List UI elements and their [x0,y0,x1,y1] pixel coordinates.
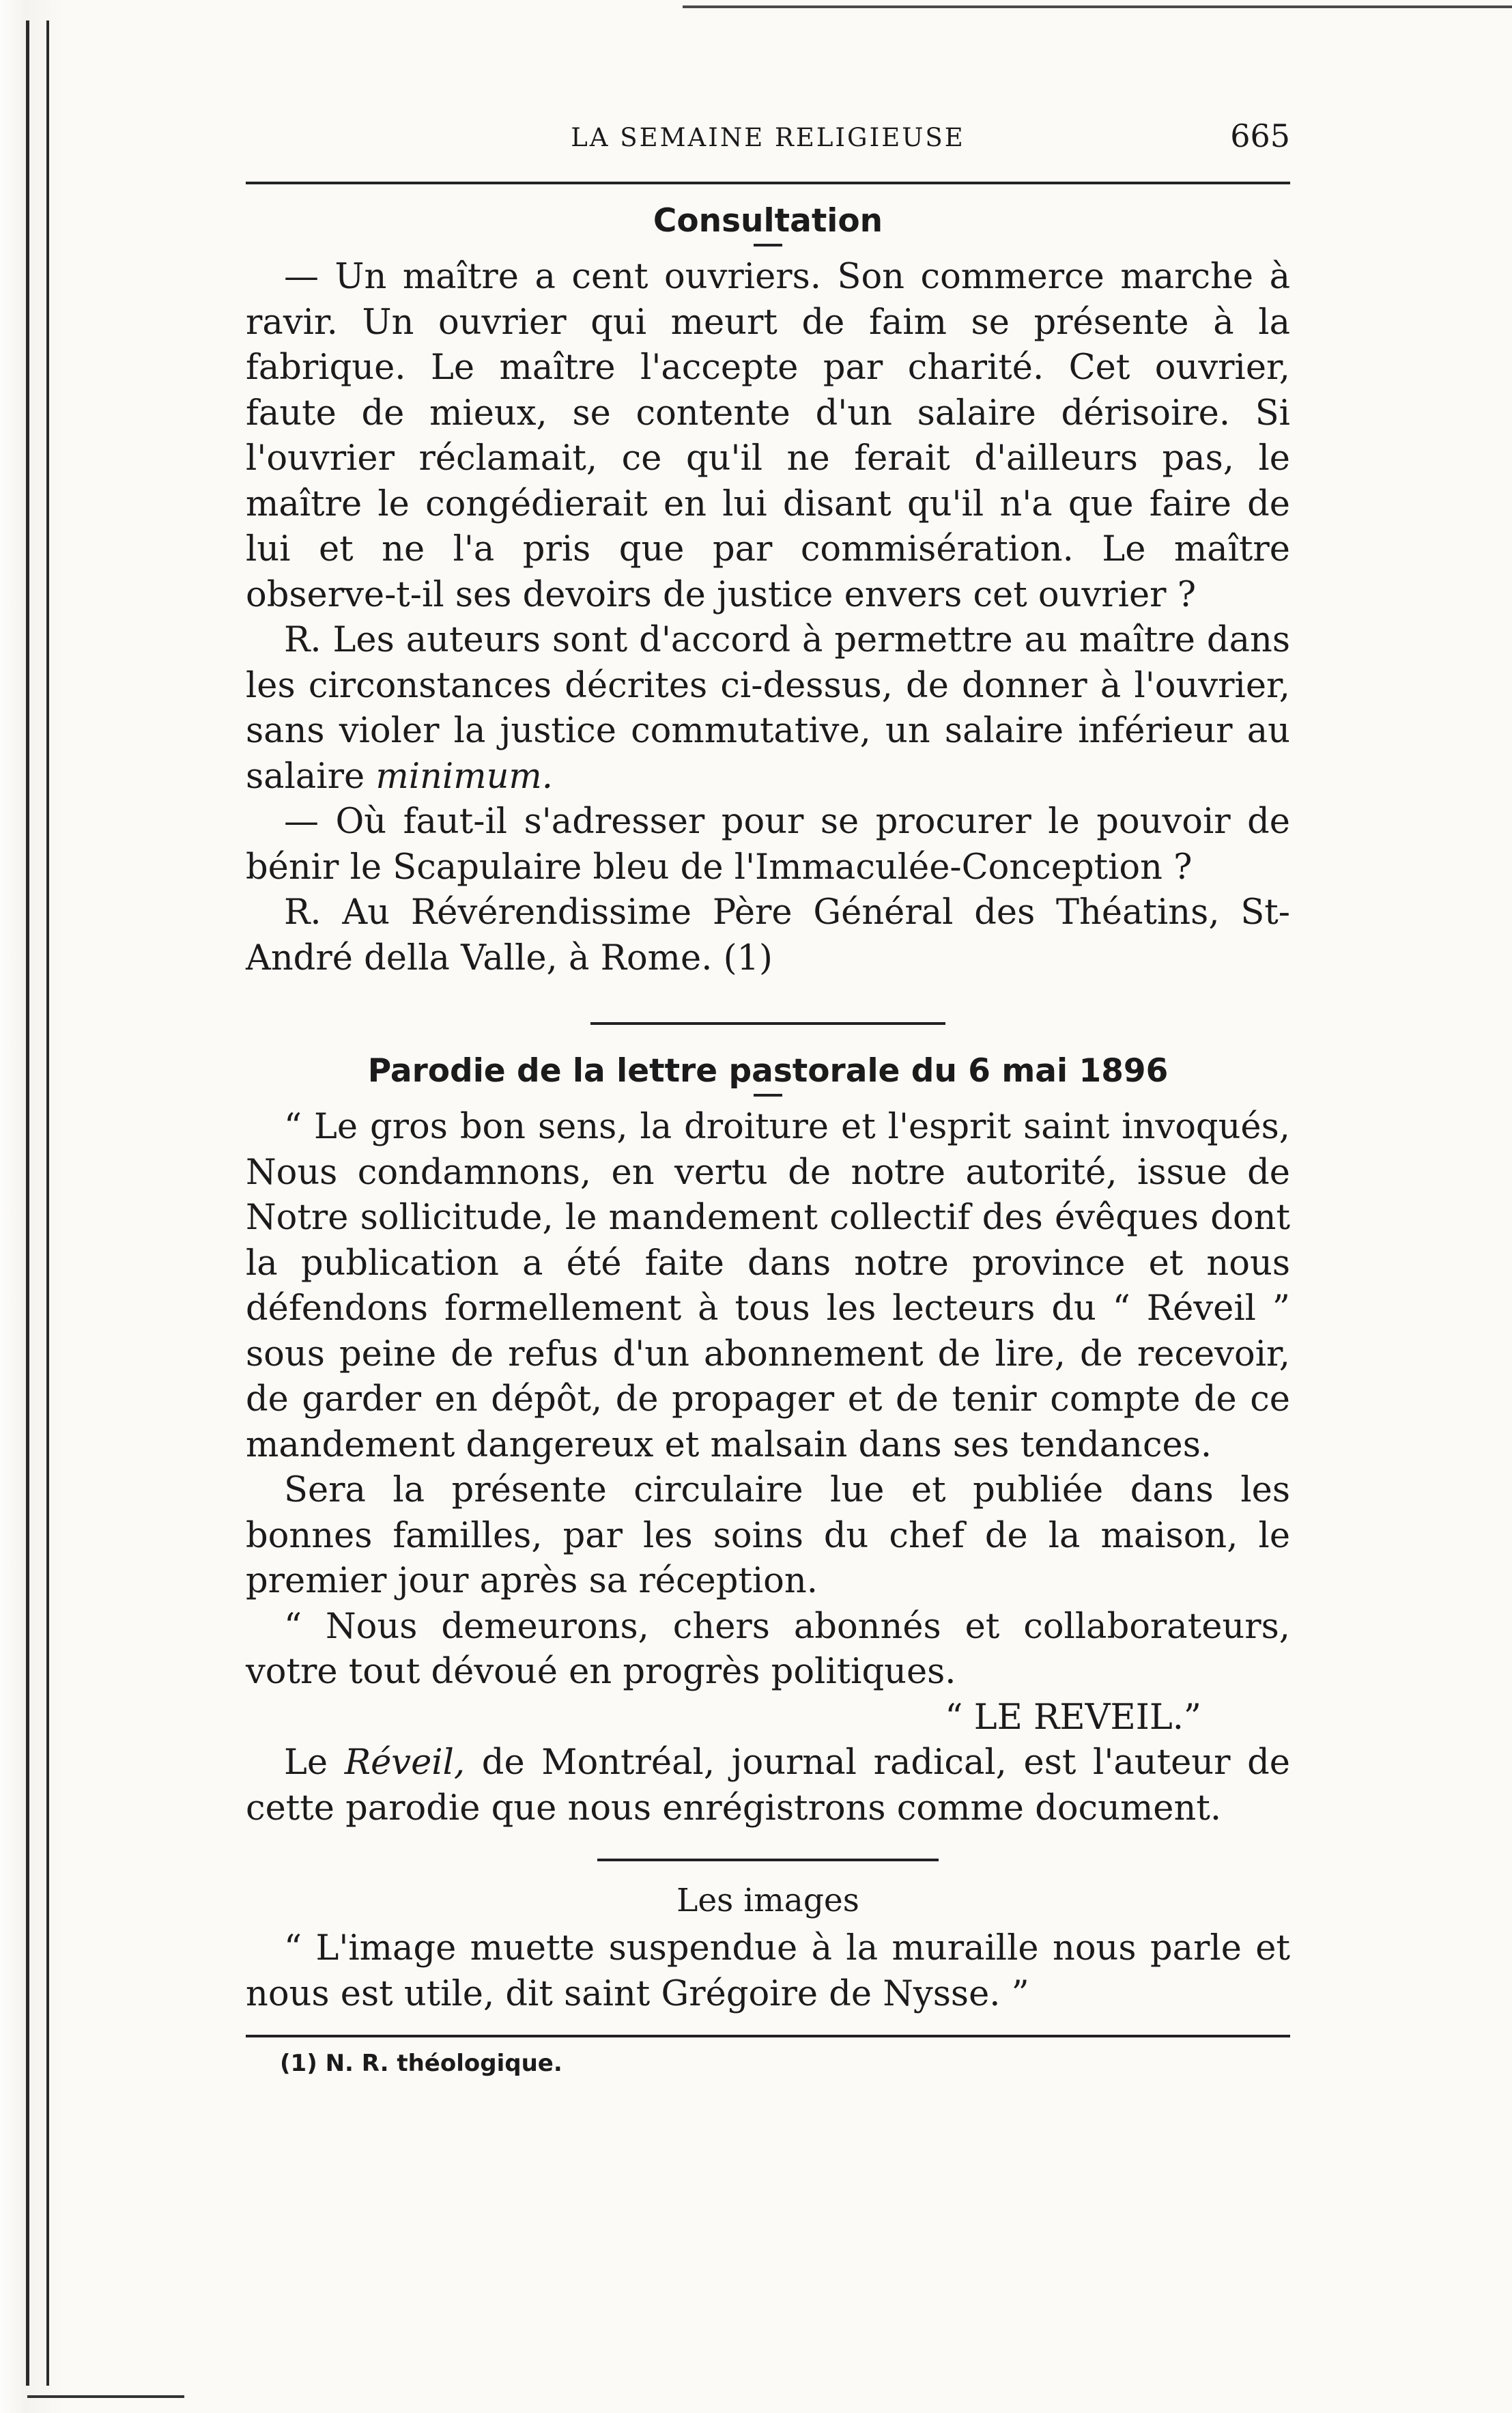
body-paragraph: “ Nous demeurons, chers abonnés et collaborateurs, votre tout dévoué en progrès politiques. [246,1606,1290,1692]
running-header [246,109,1290,178]
book-binding-edge [0,0,65,2413]
section-divider [597,1859,939,1861]
top-edge-rule [683,5,1512,8]
section-title-images: Les images [676,1882,859,1919]
footnote-rule [246,2035,1290,2037]
section-divider [590,1022,945,1025]
answer-emphasis: minimum. [375,756,553,797]
answer-text: R. Les auteurs sont d'accord à permettre au maître dans les circonstances décrites ci-dessus, de donner à l'ouvrier, sans violer la justice commutative, un salaire inférieur au salaire [246,620,1290,797]
binding-line [46,20,49,2386]
running-title: LA SEMAINE RELIGIEUSE [571,123,965,152]
text-run: Le [284,1742,328,1783]
body-paragraph: “ Le gros bon sens, la droiture et l'esprit saint invoqués, Nous condamnons, en vertu de notre autorité, issue de Notre sollicitude, le mandement collectif des évêques dont la publication a été faite dans notre province et nous défendons formellement à tous les lecteurs du “ Réveil ” sous peine de refus d'un abonnement de lire, de recevoir, de garder en dépôt, de propager et de tenir compte de ce mandement dangereux et malsain dans ses tendances. [246,1107,1290,1465]
body-paragraph: Sera la présente circulaire lue et publiée dans les bonnes familles, par les soins du chef de la maison, le premier jour après sa réception. [246,1470,1290,1601]
binding-foot-rule [27,2395,184,2398]
page-content [246,109,1290,2328]
section-title-consultation: Consultation [653,202,883,240]
page-number: 665 [1230,117,1290,154]
text-run: de Montréal, journal radical, est l'auteur de cette parodie que nous enrégistrons comme document. [246,1742,1290,1829]
binding-line [26,20,29,2386]
question-paragraph: — Un maître a cent ouvriers. Son commerce marche à ravir. Un ouvrier qui meurt de faim se présente à la fabrique. Le maître l'accepte par charité. Cet ouvrier, faute de mieux, se contente d'un salaire dérisoire. Si l'ouvrier réclamait, ce qu'il ne ferait d'ailleurs pas, le maître le congédierait en lui disant qu'il n'a que faire de lui et ne l'a pris que par commisération. Le maître observe-t-il ses devoirs de justice envers cet ouvrier ? [246,257,1290,615]
newspaper-name: Réveil, [344,1742,466,1783]
answer-paragraph [246,618,1290,800]
signature: “ LE REVEIL.” [945,1697,1201,1738]
question-paragraph: — Où faut-il s'adresser pour se procurer le pouvoir de bénir le Scapulaire bleu de l'Immaculée-Conception ? [246,802,1290,888]
footnote: (1) N. R. théologique. [280,2050,562,2077]
body-paragraph: “ L'image muette suspendue à la muraille nous parle et nous est utile, dit saint Grégoire de Nysse. ” [246,1928,1290,2014]
title-dash [754,244,782,246]
answer-paragraph: R. Au Révérendissime Père Général des Théatins, St-André della Valle, à Rome. (1) [246,892,1290,978]
body-paragraph [246,1740,1290,1831]
title-dash [754,1094,782,1097]
section-title-parodie: Parodie de la lettre pastorale du 6 mai 1896 [367,1052,1169,1090]
